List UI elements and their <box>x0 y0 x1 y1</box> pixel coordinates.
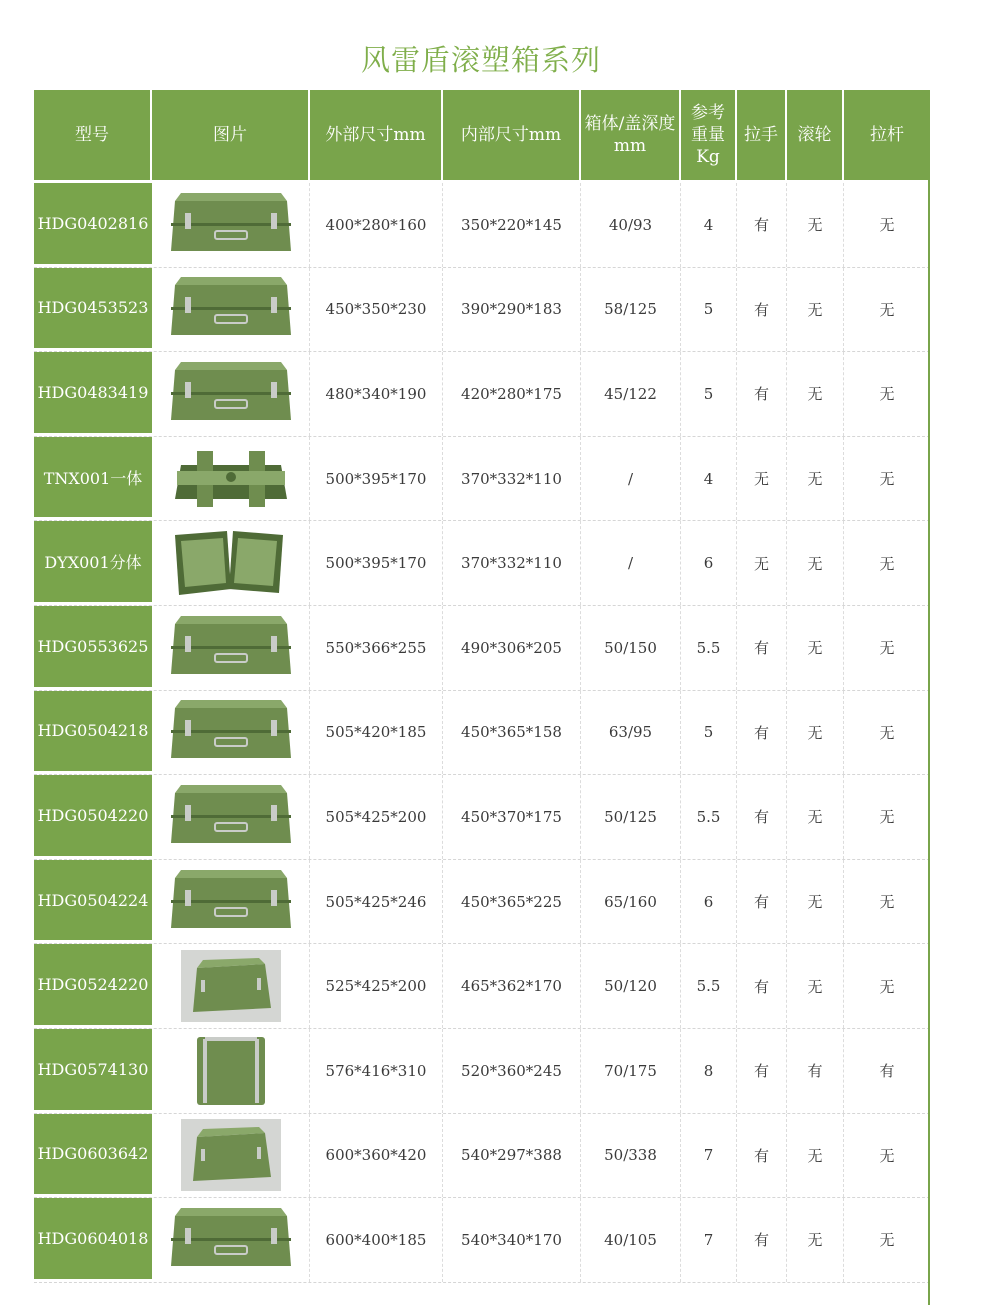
image-cell <box>152 944 310 1028</box>
outer-size-cell: 550*366*255 <box>310 606 443 690</box>
outer-size-cell: 600*360*420 <box>310 1114 443 1198</box>
rod-cell: 无 <box>879 723 895 742</box>
handle-cell: 有 <box>737 1198 787 1282</box>
wheel-cell: 无 <box>787 860 844 944</box>
case-image-icon <box>167 950 295 1022</box>
depth-cell: / <box>581 521 681 605</box>
image-cell <box>152 437 310 521</box>
weight-cell: 6 <box>681 860 737 944</box>
rod-cell: 无 <box>879 1146 895 1165</box>
wheel-cell: 无 <box>787 606 844 690</box>
case-image-icon <box>167 358 295 430</box>
weight-cell: 7 <box>681 1198 737 1282</box>
inner-size-cell: 350*220*145 <box>443 183 581 267</box>
rod-cell: 无 <box>879 808 895 827</box>
rod-cell: 无 <box>879 216 895 235</box>
inner-size-cell: 370*332*110 <box>443 437 581 521</box>
outer-size-cell: 500*395*170 <box>310 521 443 605</box>
case-image-icon <box>167 1119 295 1191</box>
weight-cell: 7 <box>681 1114 737 1198</box>
image-cell <box>152 268 310 352</box>
wheel-cell: 无 <box>787 1198 844 1282</box>
model-cell: HDG0402816 <box>34 183 152 267</box>
weight-cell: 5 <box>681 691 737 775</box>
header-inner-size: 内部尺寸mm <box>443 90 581 180</box>
outer-size-cell: 600*400*185 <box>310 1198 443 1282</box>
page-title: 风雷盾滚塑箱系列 <box>360 43 601 77</box>
wheel-cell: 无 <box>787 944 844 1028</box>
outer-size-cell: 505*420*185 <box>310 691 443 775</box>
depth-cell: 50/120 <box>581 944 681 1028</box>
outer-size-cell: 500*395*170 <box>310 437 443 521</box>
case-image-icon <box>167 866 295 938</box>
header-outer-size: 外部尺寸mm <box>310 90 443 180</box>
table-row <box>34 437 930 522</box>
wheel-cell: 无 <box>787 183 844 267</box>
image-cell <box>152 691 310 775</box>
table-row <box>34 352 930 437</box>
depth-cell: / <box>581 437 681 521</box>
rod-cell: 无 <box>879 1231 895 1250</box>
header-model: 型号 <box>34 90 152 180</box>
table-right-border <box>928 90 930 1305</box>
handle-cell: 无 <box>737 437 787 521</box>
table-row <box>34 775 930 860</box>
rod-cell: 无 <box>879 470 895 489</box>
wheel-cell: 有 <box>787 1029 844 1113</box>
depth-cell: 40/93 <box>581 183 681 267</box>
depth-cell: 63/95 <box>581 691 681 775</box>
weight-cell: 8 <box>681 1029 737 1113</box>
handle-cell: 有 <box>737 775 787 859</box>
inner-size-cell: 540*340*170 <box>443 1198 581 1282</box>
rod-cell: 无 <box>879 385 895 404</box>
table-row <box>34 944 930 1029</box>
depth-cell: 65/160 <box>581 860 681 944</box>
inner-size-cell: 450*365*158 <box>443 691 581 775</box>
weight-cell: 5.5 <box>681 775 737 859</box>
inner-size-cell: 450*370*175 <box>443 775 581 859</box>
case-image-icon <box>167 443 295 515</box>
handle-cell: 有 <box>737 860 787 944</box>
model-cell: HDG0504220 <box>34 775 152 859</box>
weight-cell: 6 <box>681 521 737 605</box>
depth-cell: 50/125 <box>581 775 681 859</box>
model-cell: HDG0483419 <box>34 352 152 436</box>
inner-size-cell: 520*360*245 <box>443 1029 581 1113</box>
depth-cell: 58/125 <box>581 268 681 352</box>
image-cell <box>152 1198 310 1282</box>
case-image-icon <box>167 696 295 768</box>
weight-cell: 5 <box>681 268 737 352</box>
model-cell: HDG0604018 <box>34 1198 152 1282</box>
table-row <box>34 521 930 606</box>
image-cell <box>152 1029 310 1113</box>
model-cell: HDG0504218 <box>34 691 152 775</box>
wheel-cell: 无 <box>787 691 844 775</box>
outer-size-cell: 576*416*310 <box>310 1029 443 1113</box>
table-row <box>34 860 930 945</box>
case-image-icon <box>167 273 295 345</box>
model-cell: HDG0574130 <box>34 1029 152 1113</box>
case-image-icon <box>167 781 295 853</box>
table-row <box>34 183 930 268</box>
outer-size-cell: 505*425*200 <box>310 775 443 859</box>
handle-cell: 有 <box>737 944 787 1028</box>
wheel-cell: 无 <box>787 352 844 436</box>
outer-size-cell: 480*340*190 <box>310 352 443 436</box>
image-cell <box>152 352 310 436</box>
table-body <box>34 183 930 1283</box>
image-cell <box>152 1114 310 1198</box>
outer-size-cell: 525*425*200 <box>310 944 443 1028</box>
image-cell <box>152 521 310 605</box>
depth-cell: 70/175 <box>581 1029 681 1113</box>
table-row <box>34 268 930 353</box>
wheel-cell: 无 <box>787 437 844 521</box>
depth-cell: 45/122 <box>581 352 681 436</box>
case-image-icon <box>167 189 295 261</box>
case-image-icon <box>167 1035 295 1107</box>
table-row <box>34 1114 930 1199</box>
rod-cell: 有 <box>879 1062 895 1081</box>
table-row <box>34 1198 930 1283</box>
rod-cell: 无 <box>879 300 895 319</box>
image-cell <box>152 606 310 690</box>
handle-cell: 有 <box>737 691 787 775</box>
weight-cell: 4 <box>681 437 737 521</box>
model-cell: DYX001分体 <box>34 521 152 605</box>
inner-size-cell: 490*306*205 <box>443 606 581 690</box>
rod-cell: 无 <box>879 554 895 573</box>
model-cell: HDG0553625 <box>34 606 152 690</box>
rod-cell: 无 <box>879 893 895 912</box>
depth-cell: 50/338 <box>581 1114 681 1198</box>
wheel-cell: 无 <box>787 775 844 859</box>
depth-cell: 50/150 <box>581 606 681 690</box>
case-image-icon <box>167 527 295 599</box>
table-header <box>34 90 930 183</box>
inner-size-cell: 390*290*183 <box>443 268 581 352</box>
model-cell: HDG0453523 <box>34 268 152 352</box>
model-cell: TNX001一体 <box>34 437 152 521</box>
inner-size-cell: 540*297*388 <box>443 1114 581 1198</box>
depth-cell: 40/105 <box>581 1198 681 1282</box>
wheel-cell: 无 <box>787 521 844 605</box>
inner-size-cell: 370*332*110 <box>443 521 581 605</box>
case-image-icon <box>167 1204 295 1276</box>
wheel-cell: 无 <box>787 1114 844 1198</box>
handle-cell: 有 <box>737 352 787 436</box>
outer-size-cell: 400*280*160 <box>310 183 443 267</box>
wheel-cell: 无 <box>787 268 844 352</box>
header-rod: 拉杆 <box>870 125 904 145</box>
model-cell: HDG0603642 <box>34 1114 152 1198</box>
image-cell <box>152 860 310 944</box>
inner-size-cell: 450*365*225 <box>443 860 581 944</box>
header-image: 图片 <box>152 90 310 180</box>
handle-cell: 有 <box>737 268 787 352</box>
model-cell: HDG0524220 <box>34 944 152 1028</box>
handle-cell: 有 <box>737 1114 787 1198</box>
inner-size-cell: 465*362*170 <box>443 944 581 1028</box>
product-table <box>34 90 930 1283</box>
header-depth: 箱体/盖深度mm <box>581 90 681 180</box>
table-row <box>34 691 930 776</box>
case-image-icon <box>167 612 295 684</box>
weight-cell: 5 <box>681 352 737 436</box>
handle-cell: 有 <box>737 183 787 267</box>
rod-cell: 无 <box>879 977 895 996</box>
inner-size-cell: 420*280*175 <box>443 352 581 436</box>
table-row <box>34 606 930 691</box>
handle-cell: 无 <box>737 521 787 605</box>
image-cell <box>152 183 310 267</box>
table-row <box>34 1029 930 1114</box>
image-cell <box>152 775 310 859</box>
weight-cell: 5.5 <box>681 606 737 690</box>
header-weight: 参考重量Kg <box>681 90 737 180</box>
handle-cell: 有 <box>737 606 787 690</box>
header-wheel: 滚轮 <box>787 90 844 180</box>
outer-size-cell: 450*350*230 <box>310 268 443 352</box>
weight-cell: 5.5 <box>681 944 737 1028</box>
header-handle: 拉手 <box>737 90 787 180</box>
weight-cell: 4 <box>681 183 737 267</box>
handle-cell: 有 <box>737 1029 787 1113</box>
rod-cell: 无 <box>879 639 895 658</box>
model-cell: HDG0504224 <box>34 860 152 944</box>
outer-size-cell: 505*425*246 <box>310 860 443 944</box>
